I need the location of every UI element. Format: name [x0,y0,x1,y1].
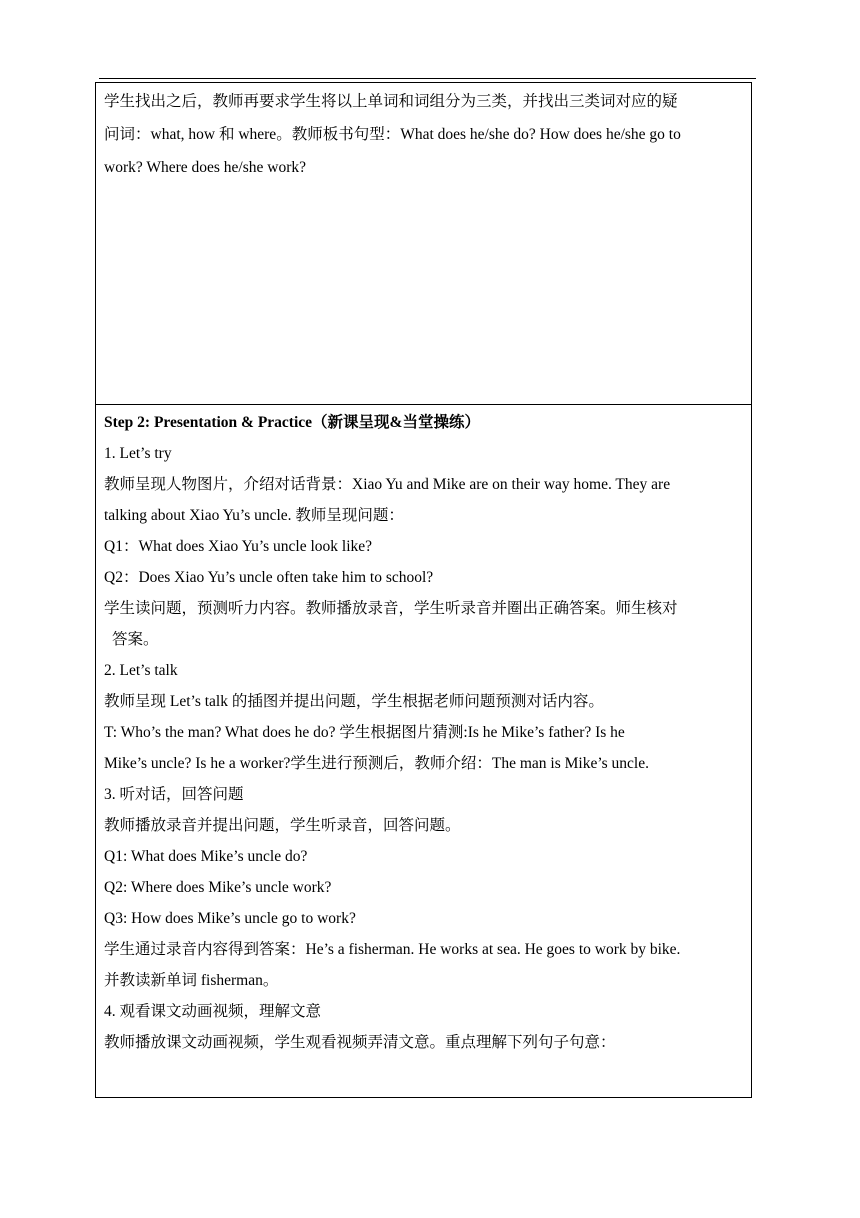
text-line: 教师呈现人物图片，介绍对话背景：Xiao Yu and Mike are on their way home. They are [104,476,671,493]
text-line: 教师播放录音并提出问题，学生听录音，回答问题。 [104,817,461,834]
text-line: T: Who’s the man? What does he do? 学生根据图片猜测:Is he Mike’s father? Is he [104,724,625,741]
text-line: 问词：what, how 和 where。教师板书句型：What does he/she do? How does he/she go to [104,126,681,143]
text-line: 学生读问题，预测听力内容。教师播放录音，学生听录音并圈出正确答案。师生核对 [104,600,678,617]
lesson-plan-table [95,82,752,1098]
text-line: Mike’s uncle? Is he a worker?学生进行预测后，教师介绍：The man is Mike’s uncle. [104,755,649,772]
text-line: Q2：Does Xiao Yu’s uncle often take him to school? [104,569,434,586]
text-line: Q1：What does Xiao Yu’s uncle look like? [104,538,373,555]
header-rule [99,78,756,79]
text-line: work? Where does he/she work? [104,159,306,176]
table-cell-step2 [96,405,751,1097]
step-heading: Step 2: Presentation & Practice（新课呈现&当堂操练） [104,414,480,431]
text-line: 并教读新单词 fisherman。 [104,972,279,989]
text-line: 1. Let’s try [104,445,172,462]
text-line: 3. 听对话，回答问题 [104,786,244,803]
text-line: 教师播放课文动画视频，学生观看视频弄清文意。重点理解下列句子句意： [104,1034,616,1051]
text-line: 教师呈现 Let’s talk 的插图并提出问题，学生根据老师问题预测对话内容。 [104,693,604,710]
text-line: 4. 观看课文动画视频，理解文意 [104,1003,322,1020]
text-line: 学生找出之后，教师再要求学生将以上单词和词组分为三类，并找出三类词对应的疑 [104,93,678,110]
text-line: 学生通过录音内容得到答案：He’s a fisherman. He works at sea. He goes to work by bike. [104,941,681,958]
text-line: Q2: Where does Mike’s uncle work? [104,879,332,896]
text-line: Q3: How does Mike’s uncle go to work? [104,910,356,927]
table-cell-intro [96,83,751,405]
text-line: Q1: What does Mike’s uncle do? [104,848,308,865]
text-line: 答案。 [112,631,159,648]
text-line: 2. Let’s talk [104,662,178,679]
text-line: talking about Xiao Yu’s uncle. 教师呈现问题： [104,507,404,524]
